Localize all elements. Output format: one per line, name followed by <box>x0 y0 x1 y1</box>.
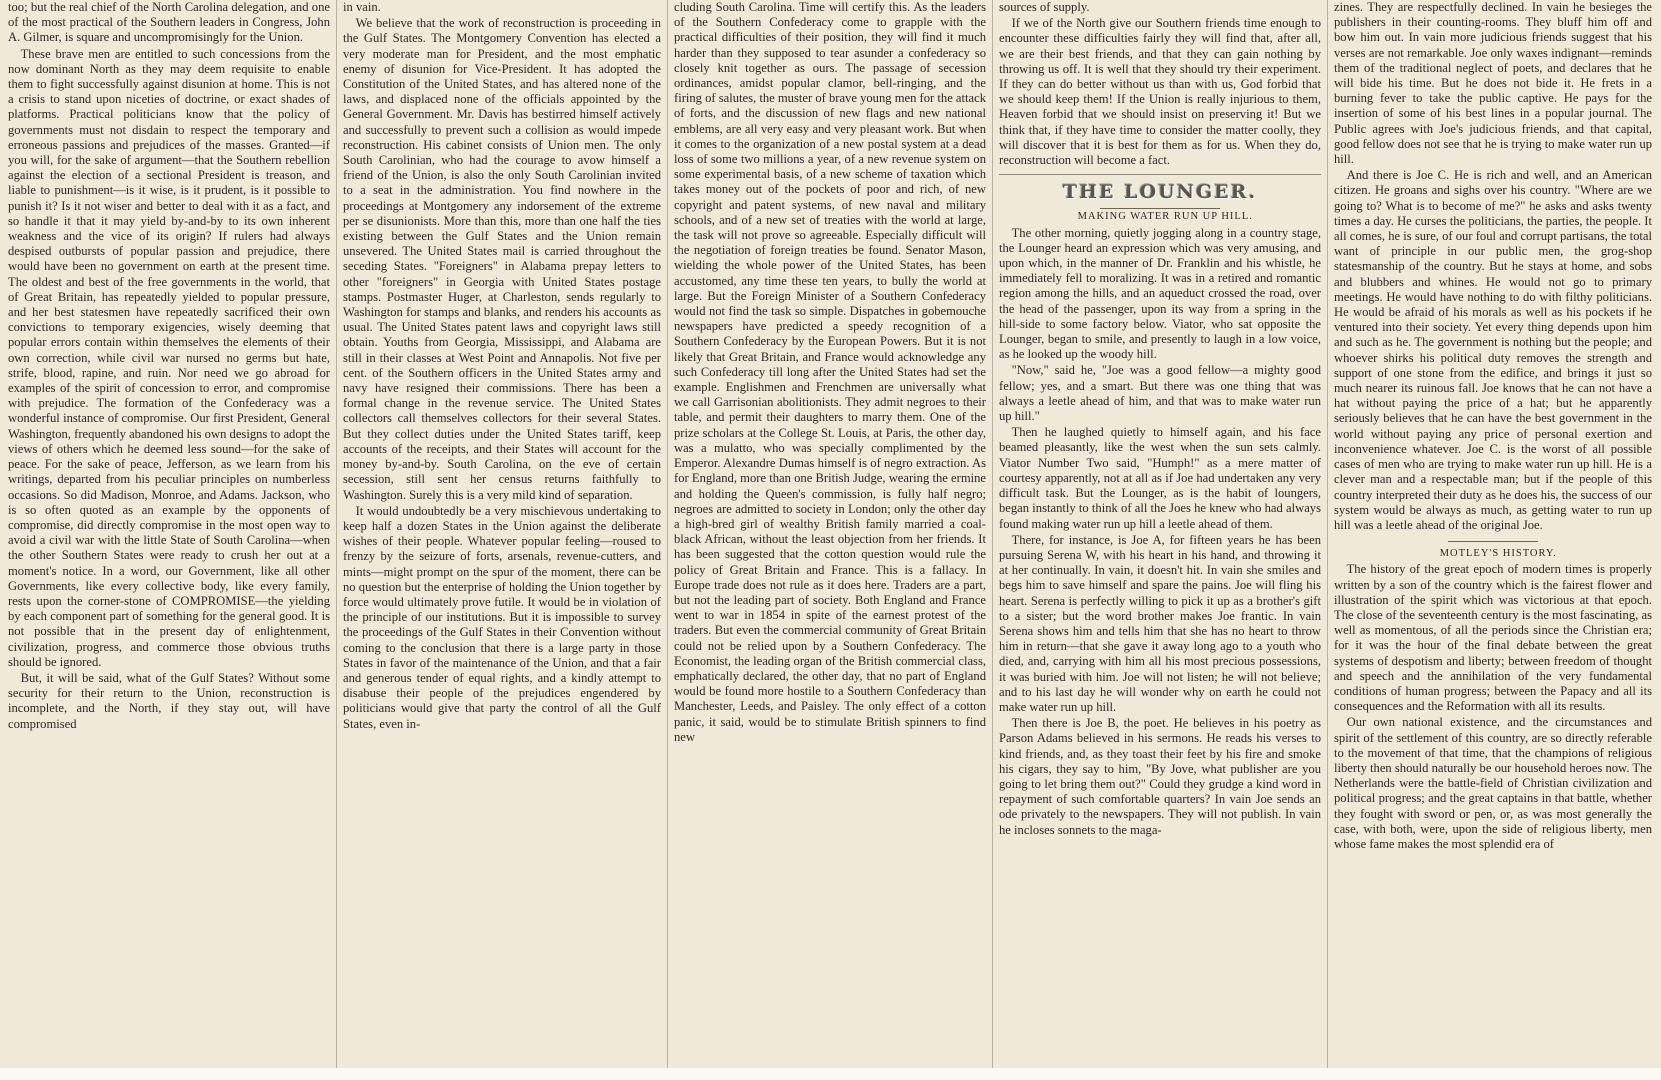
paragraph: Then he laughed quietly to himself again, and his face beamed pleasantly, like the west when the sun sets calmly. Viator Number Two said, "Humph!" as a mere matter of courtesy apparently, not at all as if Joe had undertaken any very difficult task. But the Lounger, as is the habit of loungers, began instantly to think of all the Joes he knew who had always found making water run up hill a leetle ahead of them. <box>999 425 1321 531</box>
column-rule <box>667 0 668 1080</box>
column-3 <box>674 0 986 1080</box>
paragraph: The other morning, quietly jogging along in a country stage, the Lounger heard an expression which was very amusing, and upon which, in the manner of Dr. Franklin and his whistle, he immediately fell to moralizing. It was in a retired and romantic region among the hills, and an aqueduct crossed the road, over the head of the passenger, upon its way from a spring in the hill-side to some factory below. Viator, who sat opposite the Lounger, began to smile, and presently to laugh in a low voice, as he looked up the woody hill. <box>999 225 1321 362</box>
column-rule <box>336 0 337 1080</box>
section-title: THE LOUNGER. <box>1062 181 1258 204</box>
paragraph: We believe that the work of reconstruction is proceeding in the Gulf States. The Montgomery Convention has elected a very moderate man for President, and the most emphatic enemy of disunion for Vice-President. It has adopted the Constitution of the United States, and has altered none of the laws, and displaced none of the officials appointed by the General Government. Mr. Davis has bestirred himself actively and successfully to prevent such a collision as would impede reconstruction. His cabinet consists of Union men. The only South Carolinian, who had the courage to avow himself a friend of the Union, is also the only South Carolinian invited to a seat in the administration. You find nowhere in the proceedings at Montgomery any indorsement of the extreme per se disunionists. More than this, more than one half the ties existing between the Gulf States and the Union remain unsevered. The United States mail is carried throughout the seceding States. "Foreigners" in Alabama prepay letters to other "foreigners" in Georgia with United States postage stamps. Postmaster Huger, at Charleston, sends regularly to Washington for stamps and blanks, and renders his accounts as usual. The United States patent laws and copyright laws still obtain. Youths from Georgia, Mississippi, and Alabama are still in their classes at West Point and Annapolis. Not five per cent. of the Southern officers in the United States army and navy have resigned their commissions. There has been a formal change in the revenue service. The United States collectors call themselves collectors for their several States. But they collect duties under the United States tariff, keep accounts of the receipts, and their States will account for the money by-and-by. South Carolina, on the eve of certain secession, still sent her census returns faithfully to Washington. Surely this is a very mild kind of separation. <box>343 16 661 502</box>
paragraph: sources of supply. <box>999 0 1090 14</box>
column-1 <box>8 0 330 1080</box>
paragraph: The history of the great epoch of modern times is properly written by a son of the country which is the fairest flower and illustration of the spirit which was victorious at that epoch. The close of the seventeenth century is the most fascinating, as well as momentous, of all the periods since the Christian era; for it was the hour of the final debate between the great systems of despotism and liberty; between freedom of thought and speech and the annihilation of the very fundamental conditions of human progress; between the Papacy and all its consequences and the Reformation with all its results. <box>1334 562 1652 714</box>
paragraph: too; but the real chief of the North Carolina delegation, and one of the most practical of the Southern leaders in Congress, John A. Gilmer, is square and uncompromisingly for the Union. <box>8 0 330 45</box>
paragraph: cluding South Carolina. Time will certify this. As the leaders of the Southern Confederacy come to grapple with the practical difficulties of their position, they will find it much harder than they supposed to tear asunder a confederacy so closely knit together as ours. The passage of secession ordinances, amidst popular clamor, bell-ringing, and the firing of salutes, the muster of brave young men for the attack of forts, and the discussion of new flags and new national emblems, are all very easy and very pleasant work. But when it comes to the organization of a new postal system at a dead loss of some two millions a year, of a new revenue system on some experimental basis, of a new scheme of taxation which takes money out of the pockets of poor and rich, of new copyright and patent systems, of new naval and military schools, and of a new set of treaties with the world at large, the task will not prove so agreeable. Especially difficult will the negotiation of foreign treaties be found. Senator Mason, wielding the whole power of the United States, has been accustomed, any time these ten years, to bully the world at large. But the Foreign Minister of a Southern Confederacy would not find the task so simple. Dispatches in gobemouche newspapers have predicted a speedy recognition of a Southern Confederacy by the European Powers. But it is not likely that Great Britain, and France would acknowledge any such Confederacy till long after the United States had set the example. Englishmen and Frenchmen are universally what we call Garrisonian abolitionists. They admit negroes to their table, and permit their daughters to marry them. One of the prize scholars at the College St. Louis, at Paris, the other day, was a mulatto, who was specially complimented by the Emperor. Alexandre Dumas himself is of negro extraction. As for England, more than one British Judge, wearing the ermine and holding the Queen's commission, is fully half negro; negroes are admitted to society in London; only the other day a high-bred girl of wealthy British family married a coal-black African, without the least objection from her friends. It has been suggested that the cotton question would rule the policy of Great Britain and France. This is a fallacy. In Europe trade does not rule as it does here. Traders are a part, but not the leading part of society. Both England and France went to war in 1854 in spite of the earnest protest of the traders. But even the commercial community of Great Britain could not be relied upon by a Southern Confederacy. The Economist, the leading organ of the British commercial class, emphatically declared, the other day, that no part of England would be found more hostile to a Southern Confederacy than Manchester, Leeds, and Paisley. The only effect of a cotton panic, it said, would be to stimulate British spinners to find new <box>674 0 986 744</box>
paragraph: "Now," said he, "Joe was a good fellow—a mighty good fellow; yes, and a smart. But there was one thing that was always a leetle ahead of him, and that was to make water run up hill." <box>999 363 1321 424</box>
column-2 <box>343 0 661 1080</box>
paragraph: But, it will be said, what of the Gulf States? Without some security for their return to the Union, reconstruction is incomplete, and the North, if they stay out, will have compromised <box>8 670 330 731</box>
paragraph: Our own national existence, and the circumstances and spirit of the settlement of this country, are so directly referable to the movement of that time, that the champions of religious liberty then should naturally be our household heroes now. The Netherlands were the battle-field of Christian civilization and political progress; and the great captains in that battle, whether they fought with sword or pen, or, as was most generally the case, with both, were, upon the side of religious liberty, men whose fame makes the most splendid era of <box>1334 715 1652 851</box>
section-divider <box>999 174 1321 175</box>
column-4 <box>999 0 1321 1080</box>
paragraph: These brave men are entitled to such concessions from the now dominant North as they may deem requisite to enable them to fight successfully against disunion at home. This is not a crisis to stand upon niceties of doctrine, or exact shades of platforms. Practical politicians know that the policy of governments must not disdain to respect the temporary and erroneous passions and prejudices of the masses. Granted—if you will, for the sake of argument—that the Southern rebellion against the election of a sectional President is treason, and liable to punishment—is it wise, is it prudent, is it possible to punish it? Is it not wiser and better to deal with it as a fact, and so handle it that it may yield by-and-by to its own inherent weakness and the vice of its origin? If rulers had always despised outbursts of popular passion and prejudice, there would have been no government on earth at the present time. The oldest and best of the free governments in the world, that of Great Britain, has repeatedly yielded to popular pressure, and her best statesmen have repeatedly sacrificed their own convictions to temporary exigencies, wisely deeming that popular errors contain within themselves the elements of their own correction, while civil war nursed no germs but hate, strife, blood, rapine, and ruin. Nor need we go abroad for examples of the spirit of concession to error, and compromise with prejudice. The formation of the Confederacy was a wonderful instance of compromise. Our first President, General Washington, frequently abandoned his own designs to adopt the views of others which he deemed less sound—for the sake of peace. For the sake of peace, Jefferson, as we learn from his writings, departed from his peculiar principles on numberless occasions. So did Madison, Monroe, and Adams. Jackson, who is so often quoted as an example by the opponents of compromise, did directly compromise in the most open way to avoid a civil war with the little State of South Carolina—when the other Southern States were ready to crush her out at a moment's notice. In a word, our Government, like all other Governments, like every collective body, like every family, rests upon the corner-stone of COMPROMISE—the yielding by each component part of something for the general good. It is not possible that in the present day of enlightenment, civilization, progress, and commerce those obvious truths should be ignored. <box>8 46 330 669</box>
paragraph: There, for instance, is Joe A, for fifteen years he has been pursuing Serena W, with his heart in his hand, and throwing it at her continually. In vain, it doesn't hit. In vain she smiles and begs him to save himself and spare the pains. Joe will fling his heart. Serena is perfectly willing to pick it up as a brother's gift to a sister; but the word brother makes Joe frantic. In vain Serena shows him and tells him that she has no heart to throw him in return—that she gave it away long ago to a youth who died, and, carrying with him all his most precious possessions, it was buried with him. Joe will not listen; he will not believe; and to his last day he will wonder why on earth he could not make water run up hill. <box>999 532 1321 714</box>
column-5 <box>1334 0 1652 1080</box>
paragraph: zines. They are respectfully declined. In vain he besieges the publishers in their counting-rooms. They bluff him off and bow him out. In vain more judicious friends suggest that his verses are not remarkable. Joe only waxes indignant—reminds them of the traditional neglect of poets, and declares that he will bide his time. But he does not bide it. He frets in a burning fever to take the public captive. He pays for the insertion of some of his best lines in a popular journal. The Public agrees with Joe's judicious friends, and that capital, good fellow does not see that he is trying to make water run up hill. <box>1334 0 1652 167</box>
section-divider <box>1448 541 1538 542</box>
paragraph: It would undoubtedly be a very mischievous undertaking to keep half a dozen States in the Union against the deliberate wishes of their people. Whatever popular feeling—roused to frenzy by the seizure of forts, arsenals, revenue-cutters, and mints—might prompt on the spur of the moment, there can be no question but the enterprise of holding the Union together by force would ultimately prove futile. It would be in violation of the principle of our institutions. But it is impossible to survey the proceedings of the Gulf States in their Convention without coming to the conclusion that there is a large party in those States in favor of the maintenance of the Union, and that a fair and generous tender of equal rights, and a kindly attempt to disabuse their people of the prejudices engendered by politicians would give that party the control of all the Gulf States, even in- <box>343 503 661 731</box>
paragraph: in vain. <box>343 0 381 14</box>
section-subtitle: MOTLEY'S HISTORY. <box>1439 548 1557 560</box>
paragraph: And there is Joe C. He is rich and well, and an American citizen. He groans and sighs over his country. "Where are we going to? What is to become of me?" he asks and asks twenty times a day. He curses the politicians, the parties, the people. It all comes, he is sure, of our foul and corrupt partisans, the total want of principle in our public men, the grog-shop statesmanship of the country. But he stays at home, and sobs and blubbers and whines. He would not go to primary meetings. He would have nothing to do with filthy politicians. He would be afraid of his morals as well as his pockets if he ventured into their society. Yet every thing depends upon him and such as he. The government is nothing but the people; and whoever shirks his political duty removes the strength and support of one stone from the edifice, and brings it just so much nearer its ruinous fall. Joe knows that he can not have a hat without paying the price of a hat; but he apparently seriously believes that he can have the best government in the world without paying any price of personal exertion and inconvenience whatever. Joe C. is the worst of all possible cases of men who are trying to make water run up hill. He is a clever man and a respectable man; but if the people of this country interpreted their duty as he does his, the success of our system would be always as much, as getting water to run up hill was a leetle ahead of the original Joe. <box>1334 168 1652 532</box>
column-rule <box>992 0 993 1080</box>
torn-edge <box>0 1068 1661 1080</box>
section-subtitle: MAKING WATER RUN UP HILL. <box>1077 211 1253 223</box>
paragraph: Then there is Joe B, the poet. He believes in his poetry as Parson Adams believed in his sermons. He reads his verses to kind friends, and, as they toast their feet by his fire and smoke his cigars, they say to him, "By Jove, what publisher are you going to let bring them out?" Could they grudge a kind word in repayment of such comfortable quarters? In vain Joe sends an ode privately to the newspapers. They will not publish. In vain he incloses sonnets to the maga- <box>999 716 1321 837</box>
column-rule <box>1327 0 1328 1080</box>
paragraph: If we of the North give our Southern friends time enough to encounter these difficulties fairly they will find that, after all, we are their best friends, and that they can gain nothing by throwing us off. It is well that they should try their experiment. If they can do better without us than with us, God forbid that we should keep them! If the Union is really injurious to them, Heaven forbid that we should insist on preserving it! But we think that, if they have time to consider the matter coolly, they will discover that it is best for them as for us. When they do, reconstruction will become a fact. <box>999 16 1321 168</box>
